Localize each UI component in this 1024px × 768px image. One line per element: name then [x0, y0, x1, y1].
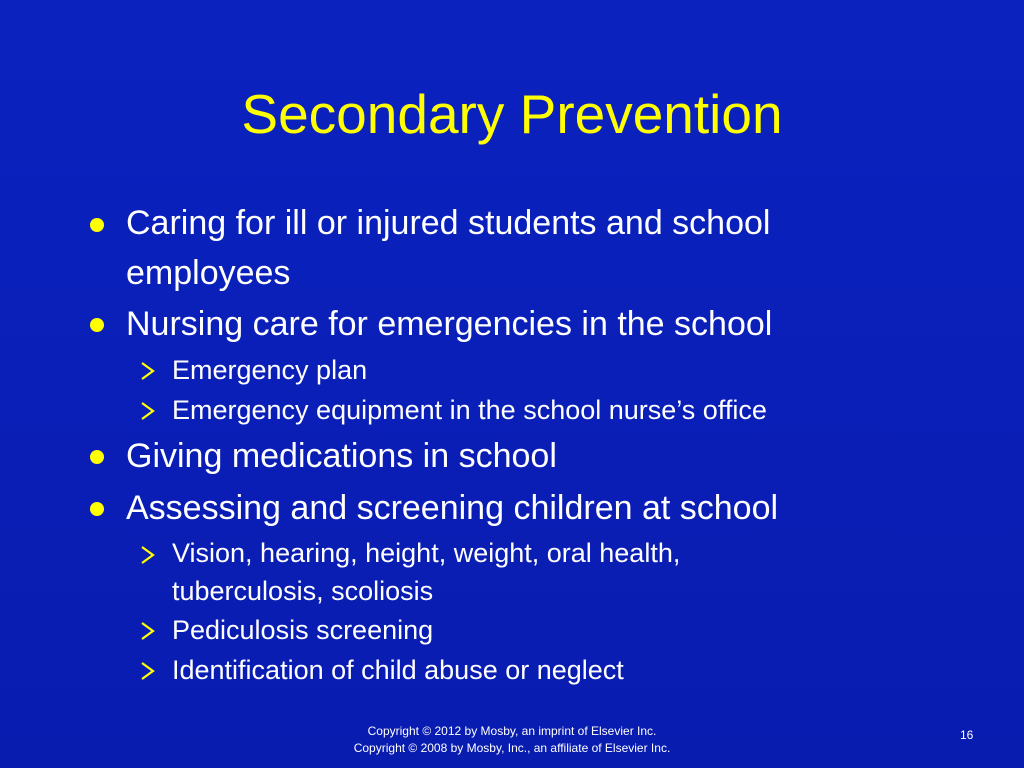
sub-bullet-text: Emergency equipment in the school nurse’s office — [172, 395, 767, 425]
sub-bullet-item — [82, 390, 982, 430]
chevron-right-icon — [140, 401, 156, 421]
round-bullet-icon — [90, 502, 104, 516]
sub-bullet-item — [82, 350, 982, 390]
bullet-item — [82, 298, 982, 350]
bullet-text: Assessing and screening children at school — [126, 489, 779, 527]
sub-bullet-item — [82, 534, 982, 610]
page-number: 16 — [960, 728, 974, 742]
copyright-line: Copyright © 2012 by Mosby, an imprint of Elsevier Inc. — [367, 724, 657, 738]
bullet-text: Giving medications in school — [126, 437, 557, 475]
chevron-right-icon — [140, 545, 156, 565]
chevron-right-icon — [140, 361, 156, 381]
chevron-right-icon — [140, 621, 156, 641]
round-bullet-icon — [90, 450, 104, 464]
round-bullet-icon — [90, 218, 104, 232]
bullet-text: Nursing care for emergencies in the school — [126, 305, 773, 343]
sub-bullet-text: Identification of child abuse or neglect — [172, 655, 624, 685]
bullet-item — [82, 430, 982, 482]
bullet-item — [82, 198, 982, 298]
bullet-text: Caring for ill or injured students and school — [126, 204, 771, 242]
copyright-footer — [0, 723, 1024, 757]
round-bullet-icon — [90, 318, 104, 332]
sub-bullet-text: Vision, hearing, height, weight, oral health, — [172, 538, 681, 568]
bullet-list — [82, 198, 982, 690]
slide-title: Secondary Prevention — [241, 83, 783, 145]
copyright-line: Copyright © 2008 by Mosby, Inc., an affiliate of Elsevier Inc. — [353, 741, 671, 755]
sub-bullet-text: tuberculosis, scoliosis — [172, 576, 434, 606]
bullet-text: employees — [126, 254, 291, 292]
sub-bullet-text: Pediculosis screening — [172, 615, 434, 645]
bullet-item — [82, 482, 982, 534]
sub-bullet-item — [82, 610, 982, 650]
chevron-right-icon — [140, 661, 156, 681]
sub-bullet-item — [82, 650, 982, 690]
sub-bullet-text: Emergency plan — [172, 355, 368, 385]
